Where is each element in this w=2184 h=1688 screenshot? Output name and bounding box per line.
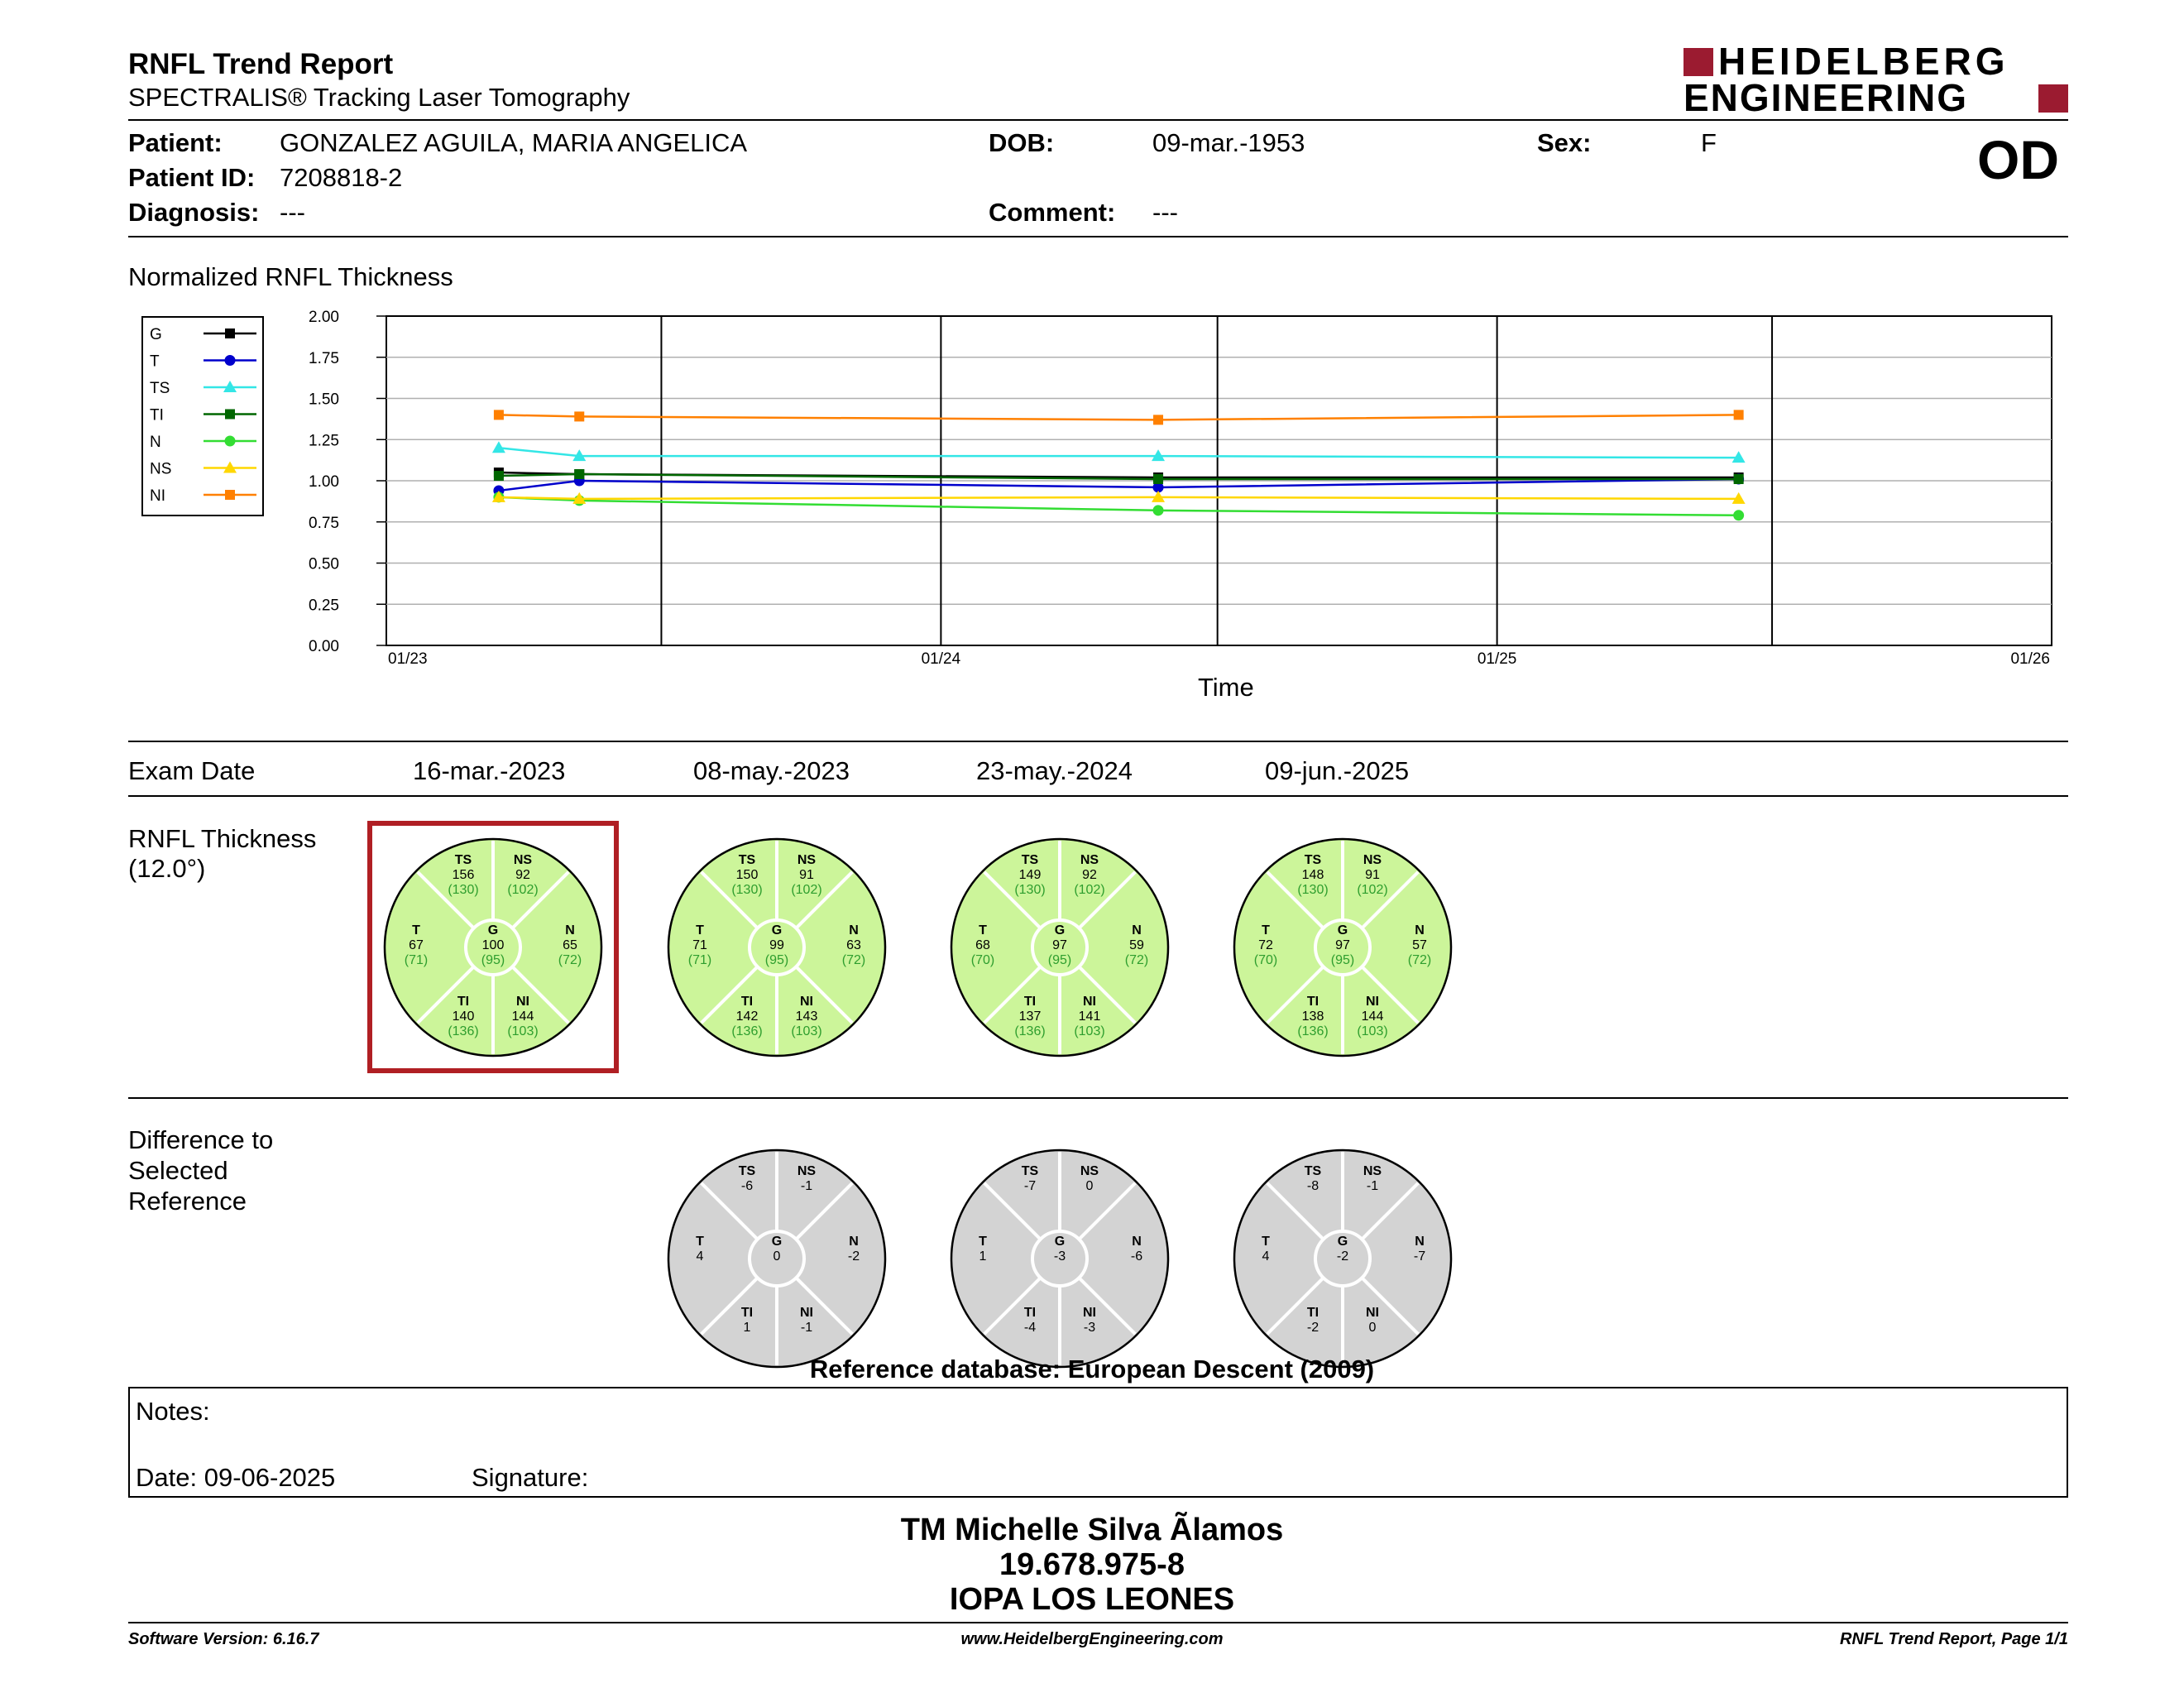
legend-label-ti: TI bbox=[150, 406, 164, 424]
difference-discs bbox=[668, 1150, 1451, 1367]
sector-value-n: 57 bbox=[1412, 938, 1427, 952]
sector-value-ti: 137 bbox=[1018, 1009, 1042, 1024]
sector-label-ni: NI bbox=[1366, 1306, 1379, 1320]
sector-label-ti: TI bbox=[457, 995, 470, 1009]
sector-value-t: 72 bbox=[1258, 938, 1273, 952]
thickness-disc bbox=[385, 839, 601, 1056]
difference-label-3: Reference bbox=[128, 1187, 247, 1216]
diagnosis-label: Diagnosis: bbox=[128, 198, 260, 227]
sector-label-ns: NS bbox=[513, 853, 533, 867]
eye-indicator: OD bbox=[1977, 129, 2059, 190]
sector-label-ni: NI bbox=[1083, 995, 1096, 1009]
sector-value-ni: 143 bbox=[795, 1009, 818, 1024]
sector-label-ts: TS bbox=[454, 853, 472, 867]
sex-value: F bbox=[1701, 128, 1717, 157]
difference-disc bbox=[668, 1150, 885, 1367]
sector-label-g: G bbox=[771, 1235, 783, 1249]
dob-value: 09-mar.-1953 bbox=[1152, 128, 1305, 157]
sector-value-n: 65 bbox=[563, 938, 577, 952]
sector-reference-ts: (130) bbox=[1014, 883, 1046, 897]
data-point-n bbox=[1153, 505, 1164, 516]
data-point-ti bbox=[1153, 474, 1163, 484]
sector-value-ts: 149 bbox=[1018, 868, 1042, 882]
signer-name: TM Michelle Silva Ãlamos bbox=[900, 1513, 1284, 1547]
sector-reference-t: (70) bbox=[1253, 953, 1278, 967]
data-point-ti bbox=[1734, 474, 1744, 484]
difference-label-2: Selected bbox=[128, 1156, 228, 1185]
page-number: RNFL Trend Report, Page 1/1 bbox=[1840, 1630, 2068, 1648]
sector-difference-ti: -4 bbox=[1023, 1321, 1037, 1335]
sector-label-t: T bbox=[1262, 1235, 1270, 1249]
x-tick-label: 01/24 bbox=[921, 650, 961, 668]
sector-difference-ni: -1 bbox=[800, 1321, 813, 1335]
notes-box bbox=[128, 1387, 2068, 1498]
data-point-ni bbox=[1734, 410, 1744, 420]
sector-difference-ts: -8 bbox=[1306, 1179, 1320, 1193]
sector-reference-g: (95) bbox=[764, 953, 789, 967]
y-tick-label: 1.25 bbox=[309, 432, 339, 450]
sector-reference-ns: (102) bbox=[1357, 883, 1388, 897]
x-tick-label: 01/23 bbox=[388, 650, 428, 668]
sector-label-t: T bbox=[696, 923, 704, 938]
sector-label-ti: TI bbox=[740, 1306, 754, 1320]
sector-value-ns: 92 bbox=[515, 868, 530, 882]
sector-label-g: G bbox=[1337, 923, 1348, 938]
sector-label-n: N bbox=[1415, 1235, 1425, 1249]
sector-value-g: 97 bbox=[1335, 938, 1350, 952]
legend-marker-ti bbox=[225, 410, 235, 420]
chart-section-title: Normalized RNFL Thickness bbox=[128, 262, 453, 291]
sector-value-ni: 144 bbox=[511, 1009, 534, 1024]
legend-marker-ni bbox=[225, 490, 235, 500]
y-tick-label: 0.00 bbox=[309, 638, 339, 655]
sector-difference-ni: -3 bbox=[1083, 1321, 1096, 1335]
comment-label: Comment: bbox=[989, 198, 1116, 227]
sector-label-ts: TS bbox=[738, 1164, 756, 1178]
sector-reference-ti: (136) bbox=[448, 1024, 479, 1038]
legend-label-t: T bbox=[150, 352, 160, 371]
report-subtitle: SPECTRALIS® Tracking Laser Tomography bbox=[128, 83, 630, 112]
sector-label-ts: TS bbox=[1021, 1164, 1039, 1178]
sector-value-ni: 141 bbox=[1078, 1009, 1101, 1024]
patient-name: GONZALEZ AGUILA, MARIA ANGELICA bbox=[280, 128, 748, 157]
sector-label-g: G bbox=[771, 923, 783, 938]
data-point-ti bbox=[494, 471, 504, 481]
sector-reference-n: (72) bbox=[558, 953, 582, 967]
sector-value-ti: 140 bbox=[452, 1009, 475, 1024]
thickness-disc bbox=[951, 839, 1168, 1056]
patient-id-value: 7208818-2 bbox=[280, 163, 403, 192]
sector-label-n: N bbox=[1415, 923, 1425, 938]
chart-legend bbox=[142, 317, 263, 516]
sector-label-t: T bbox=[979, 923, 987, 938]
sector-difference-ns: -1 bbox=[1366, 1179, 1379, 1193]
sector-label-ti: TI bbox=[740, 995, 754, 1009]
comment-value: --- bbox=[1152, 198, 1178, 227]
sector-reference-ns: (102) bbox=[791, 883, 822, 897]
data-point-ti bbox=[574, 469, 584, 479]
data-point-ni bbox=[494, 410, 504, 420]
x-tick-label: 01/26 bbox=[2010, 650, 2050, 668]
legend-marker-t bbox=[225, 355, 236, 366]
reference-database: Reference database: European Descent (2009) bbox=[809, 1355, 1375, 1383]
sector-difference-n: -6 bbox=[1130, 1249, 1143, 1264]
x-axis-label: Time bbox=[1198, 673, 1254, 702]
y-tick-label: 0.75 bbox=[309, 514, 339, 532]
logo-text-top: HEIDELBERG bbox=[1718, 40, 2009, 83]
sector-label-g: G bbox=[487, 923, 499, 938]
sector-value-ti: 138 bbox=[1301, 1009, 1324, 1024]
thickness-disc-layer bbox=[0, 794, 2184, 1622]
sector-label-ns: NS bbox=[1363, 853, 1382, 867]
sector-reference-g: (95) bbox=[1330, 953, 1355, 967]
sector-label-ts: TS bbox=[1304, 853, 1322, 867]
y-tick-label: 0.25 bbox=[309, 597, 339, 615]
sector-difference-ts: -7 bbox=[1023, 1179, 1037, 1193]
notes-date: Date: 09-06-2025 bbox=[136, 1463, 336, 1492]
sector-reference-ni: (103) bbox=[507, 1024, 539, 1038]
sector-label-ts: TS bbox=[738, 853, 756, 867]
sector-reference-ts: (130) bbox=[731, 883, 763, 897]
thickness-rule bbox=[128, 1097, 2068, 1099]
sector-label-ni: NI bbox=[800, 1306, 813, 1320]
sector-label-t: T bbox=[979, 1235, 987, 1249]
sector-value-ns: 91 bbox=[799, 868, 814, 882]
sector-reference-n: (72) bbox=[1407, 953, 1432, 967]
sector-label-t: T bbox=[1262, 923, 1270, 938]
sector-reference-t: (71) bbox=[404, 953, 429, 967]
sector-reference-g: (95) bbox=[1047, 953, 1072, 967]
sector-reference-ti: (136) bbox=[1297, 1024, 1329, 1038]
thickness-disc bbox=[1234, 839, 1451, 1056]
data-point-ni bbox=[1153, 415, 1163, 424]
sector-value-g: 100 bbox=[481, 938, 505, 952]
sector-label-n: N bbox=[1132, 1235, 1142, 1249]
sector-label-ti: TI bbox=[1023, 1306, 1037, 1320]
sector-reference-ts: (130) bbox=[1297, 883, 1329, 897]
sector-value-ns: 91 bbox=[1365, 868, 1380, 882]
sector-label-g: G bbox=[1054, 923, 1066, 938]
sector-label-n: N bbox=[849, 923, 859, 938]
sector-value-ti: 142 bbox=[735, 1009, 759, 1024]
sector-label-n: N bbox=[849, 1235, 859, 1249]
data-point-n bbox=[1733, 510, 1744, 520]
sector-reference-ni: (103) bbox=[791, 1024, 822, 1038]
notes-label: Notes: bbox=[136, 1397, 210, 1426]
sector-reference-ns: (102) bbox=[507, 883, 539, 897]
thickness-discs bbox=[385, 839, 1451, 1056]
dob-label: DOB: bbox=[989, 128, 1055, 157]
sector-reference-ts: (130) bbox=[448, 883, 479, 897]
chart-rule bbox=[128, 741, 2068, 742]
y-tick-label: 1.00 bbox=[309, 473, 339, 491]
sector-label-n: N bbox=[1132, 923, 1142, 938]
sector-value-ni: 144 bbox=[1361, 1009, 1384, 1024]
sector-difference-t: 1 bbox=[979, 1249, 987, 1264]
sector-difference-ns: -1 bbox=[800, 1179, 813, 1193]
legend-label-ns: NS bbox=[150, 460, 172, 478]
sector-label-ti: TI bbox=[1306, 995, 1320, 1009]
sector-value-n: 63 bbox=[846, 938, 861, 952]
exam-date-4: 09-jun.-2025 bbox=[1265, 756, 1410, 785]
sector-value-ts: 150 bbox=[735, 868, 759, 882]
sector-label-ts: TS bbox=[1304, 1164, 1322, 1178]
sector-label-ts: TS bbox=[1021, 853, 1039, 867]
diagnosis-value: --- bbox=[280, 198, 305, 227]
website-link[interactable]: www.HeidelbergEngineering.com bbox=[960, 1630, 1224, 1648]
sector-reference-n: (72) bbox=[1124, 953, 1149, 967]
patient-id-label: Patient ID: bbox=[128, 163, 256, 192]
sector-reference-g: (95) bbox=[481, 953, 505, 967]
sex-label: Sex: bbox=[1537, 128, 1592, 157]
signature-label: Signature: bbox=[472, 1463, 589, 1492]
x-tick-label: 01/25 bbox=[1477, 650, 1517, 668]
sector-label-t: T bbox=[412, 923, 420, 938]
y-tick-label: 1.75 bbox=[309, 349, 339, 367]
thickness-disc bbox=[668, 839, 885, 1056]
logo-text-bottom: ENGINEERING bbox=[1684, 76, 1969, 119]
trend-chart bbox=[0, 0, 2184, 728]
data-point-ni bbox=[574, 411, 584, 421]
sector-reference-t: (71) bbox=[687, 953, 712, 967]
sector-reference-ni: (103) bbox=[1357, 1024, 1388, 1038]
sector-label-ni: NI bbox=[800, 995, 813, 1009]
sector-value-t: 68 bbox=[975, 938, 990, 952]
sector-label-ns: NS bbox=[797, 853, 817, 867]
sector-value-t: 71 bbox=[692, 938, 707, 952]
sector-label-ns: NS bbox=[1363, 1164, 1382, 1178]
legend-marker-g bbox=[225, 328, 235, 338]
difference-disc bbox=[951, 1150, 1168, 1367]
sector-value-g: 99 bbox=[769, 938, 784, 952]
sector-difference-t: 4 bbox=[1262, 1249, 1270, 1264]
exam-date-3: 23-may.-2024 bbox=[976, 756, 1133, 785]
sector-difference-g: -2 bbox=[1336, 1249, 1349, 1264]
difference-label-1: Difference to bbox=[128, 1125, 274, 1154]
sector-reference-ni: (103) bbox=[1074, 1024, 1105, 1038]
sector-reference-ti: (136) bbox=[731, 1024, 763, 1038]
sector-label-ni: NI bbox=[1083, 1306, 1096, 1320]
sector-label-ns: NS bbox=[797, 1164, 817, 1178]
sector-value-ns: 92 bbox=[1082, 868, 1097, 882]
sector-reference-t: (70) bbox=[970, 953, 995, 967]
signer-id: 19.678.975-8 bbox=[999, 1547, 1185, 1582]
sector-difference-n: -2 bbox=[847, 1249, 860, 1264]
legend-label-n: N bbox=[150, 434, 161, 451]
exam-date-1: 16-mar.-2023 bbox=[413, 756, 566, 785]
sector-reference-ns: (102) bbox=[1074, 883, 1105, 897]
sector-label-g: G bbox=[1337, 1235, 1348, 1249]
sector-difference-ti: -2 bbox=[1306, 1321, 1320, 1335]
sector-difference-ts: -6 bbox=[740, 1179, 754, 1193]
sector-label-ns: NS bbox=[1080, 853, 1099, 867]
plot-area bbox=[309, 309, 2052, 668]
sector-value-n: 59 bbox=[1129, 938, 1144, 952]
sector-difference-t: 4 bbox=[696, 1249, 704, 1264]
thickness-label: RNFL Thickness bbox=[128, 824, 317, 853]
sector-label-ti: TI bbox=[1023, 995, 1037, 1009]
sector-label-ni: NI bbox=[516, 995, 529, 1009]
sector-reference-ti: (136) bbox=[1014, 1024, 1046, 1038]
legend-marker-n bbox=[225, 436, 236, 447]
report-title: RNFL Trend Report bbox=[128, 48, 394, 80]
sector-difference-ni: 0 bbox=[1368, 1321, 1377, 1335]
sector-difference-g: 0 bbox=[773, 1249, 781, 1264]
sector-value-g: 97 bbox=[1052, 938, 1067, 952]
legend-label-ni: NI bbox=[150, 487, 165, 505]
sector-label-ni: NI bbox=[1366, 995, 1379, 1009]
sector-label-ti: TI bbox=[1306, 1306, 1320, 1320]
sector-label-g: G bbox=[1054, 1235, 1066, 1249]
sector-difference-ti: 1 bbox=[743, 1321, 751, 1335]
software-version: Software Version: 6.16.7 bbox=[128, 1630, 319, 1648]
thickness-scan-size: (12.0°) bbox=[128, 854, 206, 883]
sector-value-ts: 156 bbox=[452, 868, 475, 882]
sector-difference-n: -7 bbox=[1413, 1249, 1426, 1264]
legend-label-g: G bbox=[150, 326, 162, 343]
y-tick-label: 1.50 bbox=[309, 391, 339, 409]
exam-date-label: Exam Date bbox=[128, 756, 256, 785]
patient-label: Patient: bbox=[128, 128, 223, 157]
legend-label-ts: TS bbox=[150, 380, 170, 397]
sector-difference-ns: 0 bbox=[1085, 1179, 1094, 1193]
signer-institution: IOPA LOS LEONES bbox=[949, 1582, 1235, 1617]
y-tick-label: 2.00 bbox=[309, 309, 339, 326]
sector-label-n: N bbox=[565, 923, 575, 938]
difference-disc bbox=[1234, 1150, 1451, 1367]
sector-value-ts: 148 bbox=[1301, 868, 1324, 882]
y-tick-label: 0.50 bbox=[309, 555, 339, 573]
footer-rule bbox=[128, 1622, 2068, 1623]
exam-date-2: 08-may.-2023 bbox=[693, 756, 850, 785]
sector-label-ns: NS bbox=[1080, 1164, 1099, 1178]
sector-label-t: T bbox=[696, 1235, 704, 1249]
sector-difference-g: -3 bbox=[1053, 1249, 1066, 1264]
sector-value-t: 67 bbox=[409, 938, 424, 952]
sector-reference-n: (72) bbox=[841, 953, 866, 967]
